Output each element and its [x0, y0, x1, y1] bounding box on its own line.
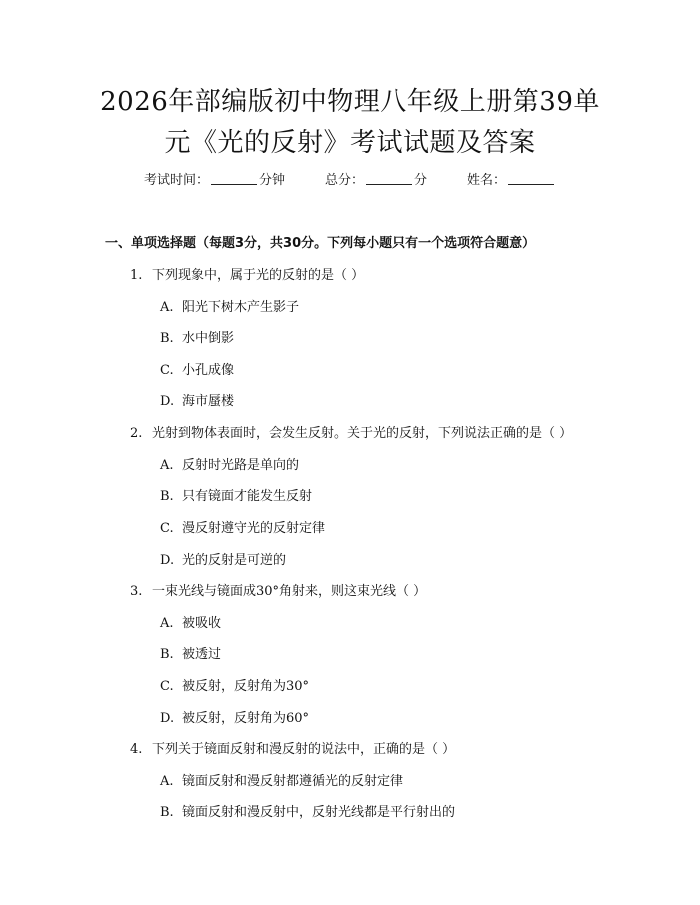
option-letter: C. — [160, 521, 174, 536]
document-title — [60, 82, 640, 164]
option-letter: D. — [160, 394, 175, 409]
option-1d[interactable] — [160, 390, 234, 409]
question-number: 1. — [130, 268, 143, 283]
title-line-1: 2026年部编版初中物理八年级上册第39单 — [100, 87, 600, 117]
exam-time-label: 考试时间： — [143, 173, 209, 188]
exam-meta — [0, 169, 700, 188]
option-letter: C. — [160, 363, 174, 378]
student-name — [467, 169, 556, 188]
option-text: 被反射，反射角为30° — [182, 679, 310, 694]
option-1a[interactable] — [160, 296, 299, 315]
option-text: 水中倒影 — [182, 331, 235, 346]
option-letter: A. — [160, 616, 174, 631]
question-text: 一束光线与镜面成30°角射来，则这束光线（ ） — [152, 584, 427, 599]
option-4b[interactable] — [160, 801, 455, 820]
option-letter: A. — [160, 300, 174, 315]
question-1 — [130, 264, 364, 283]
student-name-label: 姓名： — [467, 173, 507, 188]
total-score-blank[interactable] — [366, 172, 412, 185]
question-text: 下列现象中，属于光的反射的是（ ） — [152, 268, 365, 283]
option-letter: D. — [160, 711, 175, 726]
option-letter: A. — [160, 458, 174, 473]
option-2b[interactable] — [160, 485, 312, 504]
total-score-unit: 分 — [414, 173, 428, 188]
option-text: 镜面反射和漫反射中，反射光线都是平行射出的 — [182, 805, 456, 820]
total-score — [325, 169, 427, 188]
question-4 — [130, 738, 455, 757]
option-text: 被反射，反射角为60° — [182, 711, 310, 726]
option-letter: C. — [160, 679, 174, 694]
option-3d[interactable] — [160, 707, 309, 726]
exam-time — [144, 169, 285, 188]
exam-time-unit: 分钟 — [258, 173, 285, 188]
question-number: 4. — [130, 742, 143, 757]
option-text: 小孔成像 — [182, 363, 235, 378]
option-2d[interactable] — [160, 549, 286, 568]
option-1b[interactable] — [160, 327, 234, 346]
question-text: 光射到物体表面时，会发生反射。关于光的反射，下列说法正确的是（ ） — [152, 426, 573, 441]
option-3c[interactable] — [160, 675, 309, 694]
option-letter: B. — [160, 489, 174, 504]
option-2c[interactable] — [160, 517, 325, 536]
question-number: 2. — [130, 426, 143, 441]
option-text: 镜面反射和漫反射都遵循光的反射定律 — [182, 774, 404, 789]
option-text: 被吸收 — [182, 616, 222, 631]
option-letter: B. — [160, 805, 174, 820]
section-heading: 一、单项选择题（每题3分，共30分。下列每小题只有一个选项符合题意） — [105, 236, 536, 251]
option-letter: B. — [160, 647, 174, 662]
title-line-2: 元《光的反射》考试试题及答案 — [164, 128, 536, 158]
question-text: 下列关于镜面反射和漫反射的说法中，正确的是（ ） — [152, 742, 456, 757]
exam-time-blank[interactable] — [211, 172, 257, 185]
option-3b[interactable] — [160, 643, 221, 662]
option-letter: D. — [160, 553, 175, 568]
question-number: 3. — [130, 584, 143, 599]
option-2a[interactable] — [160, 454, 299, 473]
question-3 — [130, 580, 426, 599]
question-2 — [130, 422, 572, 441]
option-letter: B. — [160, 331, 174, 346]
option-text: 只有镜面才能发生反射 — [182, 489, 313, 504]
option-1c[interactable] — [160, 359, 234, 378]
option-text: 光的反射是可逆的 — [182, 553, 287, 568]
option-text: 海市蜃楼 — [182, 394, 235, 409]
student-name-blank[interactable] — [508, 172, 554, 185]
option-4a[interactable] — [160, 770, 403, 789]
option-text: 反射时光路是单向的 — [182, 458, 300, 473]
option-text: 阳光下树木产生影子 — [182, 300, 300, 315]
total-score-label: 总分： — [324, 173, 364, 188]
option-3a[interactable] — [160, 612, 221, 631]
option-text: 被透过 — [182, 647, 222, 662]
option-text: 漫反射遵守光的反射定律 — [182, 521, 326, 536]
option-letter: A. — [160, 774, 174, 789]
